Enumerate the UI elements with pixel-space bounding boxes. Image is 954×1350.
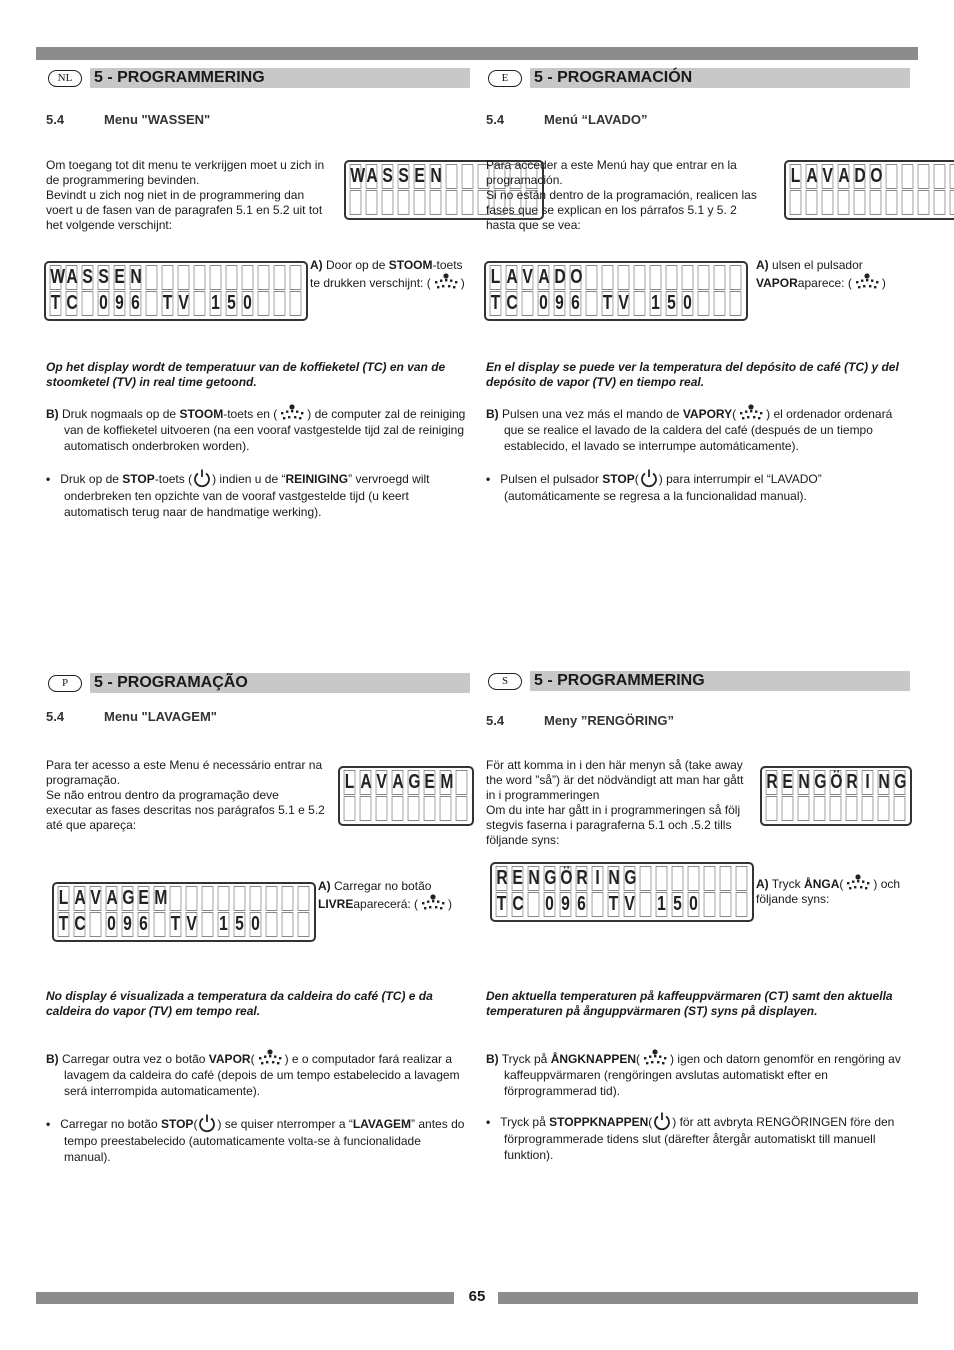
section-header <box>486 68 910 88</box>
steam-icon <box>852 273 882 291</box>
lcd-cell: V <box>178 292 189 314</box>
lcd-cell: A <box>538 266 550 288</box>
lcd-cell: T <box>608 893 619 915</box>
step-b: B) Druk nogmaals op de STOOM-toets en ( ) de computer zal de reiniging van de koffieketel uitvoeren (na een vooraf vastgestelde tijd zal de reiniging automatisch onderbroken worden). <box>46 404 470 454</box>
lcd-cell <box>894 796 906 821</box>
lcd-cell: S <box>398 165 409 187</box>
lcd-cell: 9 <box>115 292 124 314</box>
realtime-note: Den aktuella temperaturen på kaffeuppvärmaren (CT) samt den aktuella temperaturen på ånguppvärmaren (ST) syns på displayen. <box>486 989 893 1018</box>
lcd-cell: 0 <box>99 292 108 314</box>
lcd-cell <box>290 265 302 290</box>
lcd-cell: A <box>74 887 86 909</box>
lcd-cell: 5 <box>667 292 676 314</box>
lcd-cell: A <box>106 887 118 909</box>
lcd-cell: 9 <box>555 292 564 314</box>
lcd-cell: 9 <box>561 893 570 915</box>
section-title: 5 - PROGRAMMERING <box>534 672 705 689</box>
lcd-cell: V <box>624 893 635 915</box>
lcd-cell: V <box>186 913 197 935</box>
lcd-cell: O <box>870 165 883 187</box>
power-icon <box>652 1111 672 1131</box>
step-stop: • Carregar no botão STOP( ) se quiser nterromper a “LAVAGEM” antes do tempo preestabelecido (automaticamente volta-se à funcionalidade manual). <box>46 1113 470 1165</box>
section-header <box>46 68 470 88</box>
lcd-cell <box>202 886 214 911</box>
lcd-cell: O <box>570 266 583 288</box>
lcd-cell <box>462 190 474 215</box>
lcd-cell: V <box>376 771 387 793</box>
lcd-cell: E <box>424 771 435 793</box>
lcd-row <box>56 912 312 938</box>
lcd-cell: V <box>822 165 833 187</box>
lcd-cell <box>350 190 362 215</box>
note-a: A) Carregar no botão LIVREaparecerá: ( ) <box>318 879 453 911</box>
lcd-cell: G <box>544 867 557 889</box>
intro-text: För att komma in i den här menyn så (take away the word ”så”) är det nödvändigt att man har gått in i programmeringen Om du inte har gått in i programmeringen så följ stegvis faserna i paragraferna 5.1 och .5.2 tills följande syns: <box>486 758 744 847</box>
lcd-cell: T <box>50 292 61 314</box>
lcd-cell <box>226 265 238 290</box>
lcd-row <box>488 265 744 291</box>
lcd-cell: D <box>554 266 566 288</box>
lcd-cell <box>650 265 662 290</box>
lcd-cell <box>902 190 914 215</box>
lcd-cell: E <box>114 266 125 288</box>
bottom-rule-right <box>498 1292 918 1304</box>
lcd-row <box>494 892 750 918</box>
lcd-cell <box>430 190 442 215</box>
lcd-cell: G <box>814 771 827 793</box>
lcd-cell <box>886 190 898 215</box>
lcd-display <box>784 160 954 220</box>
realtime-note: En el display se puede ver la temperatura del depósito de café (TC) y del depósito de vapor (TV) en tiempo real. <box>486 360 899 389</box>
lcd-cell <box>704 866 716 891</box>
lcd-cell <box>934 164 946 189</box>
lcd-cell <box>218 886 230 911</box>
lcd-cell <box>392 796 404 821</box>
lcd-row <box>48 291 304 317</box>
lcd-cell: E <box>414 165 425 187</box>
lcd-cell <box>170 886 182 911</box>
lcd-cell <box>682 265 694 290</box>
lcd-cell: 5 <box>235 913 244 935</box>
lcd-cell <box>870 190 882 215</box>
lcd-cell <box>90 912 102 937</box>
lcd-cell <box>528 892 540 917</box>
lcd-cell: M <box>154 887 168 909</box>
power-icon <box>197 1113 217 1133</box>
lcd-cell: 5 <box>673 893 682 915</box>
lcd-cell: V <box>522 266 533 288</box>
lcd-cell: 0 <box>683 292 692 314</box>
lcd-cell: C <box>512 893 524 915</box>
lcd-cell: L <box>58 887 69 909</box>
lcd-cell <box>266 912 278 937</box>
lcd-cell: 6 <box>131 292 140 314</box>
lcd-cell: A <box>392 771 404 793</box>
lcd-display <box>760 766 912 826</box>
lcd-cell: S <box>382 165 393 187</box>
lcd-cell: N <box>130 266 142 288</box>
lcd-cell <box>634 265 646 290</box>
lcd-cell <box>522 291 534 316</box>
lcd-cell <box>902 164 914 189</box>
subsection-heading: 5.4 Meny ”RENGÖRING” <box>486 713 675 728</box>
lcd-cell: Ö <box>560 867 573 889</box>
lcd-cell <box>714 265 726 290</box>
lcd-cell <box>250 886 262 911</box>
lcd-cell <box>146 265 158 290</box>
lcd-cell: A <box>366 165 378 187</box>
lcd-cell <box>234 886 246 911</box>
steam-icon <box>431 273 461 291</box>
lcd-cell <box>414 190 426 215</box>
language-badge: E <box>488 70 522 87</box>
lcd-cell <box>360 796 372 821</box>
lcd-cell <box>146 291 158 316</box>
lcd-cell: Ö <box>830 771 843 793</box>
lcd-display <box>52 882 316 942</box>
lcd-cell <box>666 265 678 290</box>
step-b: B) Tryck på ÅNGKNAPPEN( ) igen och datorn genomför en rengöring av kaffeuppvärmaren (rengöringen avslutas automatiskt efter en förprogrammerad tid). <box>486 1049 910 1099</box>
lcd-cell: V <box>90 887 101 909</box>
lcd-cell <box>586 265 598 290</box>
lcd-cell <box>282 912 294 937</box>
lcd-cell <box>344 796 356 821</box>
lcd-cell: E <box>512 867 523 889</box>
subsection-heading: 5.4 Menú “LAVADO” <box>486 112 648 127</box>
section-header <box>486 671 910 691</box>
lcd-cell: 1 <box>219 913 228 935</box>
lcd-row <box>342 796 470 822</box>
steam-icon <box>736 404 766 422</box>
lcd-cell: 6 <box>139 913 148 935</box>
lcd-cell: S <box>98 266 109 288</box>
lcd-cell <box>274 291 286 316</box>
lcd-cell <box>298 912 310 937</box>
lcd-cell: I <box>592 866 604 891</box>
lcd-row <box>48 265 304 291</box>
lcd-cell <box>446 190 458 215</box>
lcd-cell <box>854 190 866 215</box>
lcd-cell <box>830 796 842 821</box>
lcd-row <box>494 866 750 892</box>
note-a: A) ulsen el pulsador VAPORaparece: ( ) <box>756 258 886 290</box>
lcd-cell <box>178 265 190 290</box>
lcd-cell <box>82 291 94 316</box>
lcd-cell: I <box>862 770 874 795</box>
lcd-cell <box>782 796 794 821</box>
lcd-cell: A <box>506 266 518 288</box>
step-b: B) Pulsen una vez más el mando de VAPORY( ) el ordenador ordenará que se realice el lavado de la caldera del café (después de un tiempo establecido, el lavado se interrumpe automáticamente). <box>486 404 910 454</box>
lcd-cell <box>242 265 254 290</box>
lcd-cell <box>720 892 732 917</box>
lcd-cell: 0 <box>107 913 116 935</box>
lcd-cell <box>838 190 850 215</box>
language-badge: S <box>488 673 522 690</box>
lcd-cell <box>194 265 206 290</box>
lcd-cell <box>456 796 468 821</box>
lcd-cell <box>282 886 294 911</box>
lcd-cell: R <box>766 771 778 793</box>
lcd-cell <box>154 912 166 937</box>
lcd-cell <box>822 190 834 215</box>
page-number: 65 <box>468 1288 486 1305</box>
lcd-cell <box>274 265 286 290</box>
lcd-display <box>338 766 474 826</box>
lcd-cell: T <box>490 292 501 314</box>
lcd-cell: N <box>528 867 540 889</box>
lcd-cell <box>258 291 270 316</box>
lcd-cell <box>398 190 410 215</box>
steam-icon <box>843 874 873 892</box>
lcd-cell: S <box>82 266 93 288</box>
subsection-heading: 5.4 Menu "LAVAGEM" <box>46 709 217 724</box>
lcd-cell <box>656 866 668 891</box>
intro-text: Om toegang tot dit menu te verkrijgen moet u zich in de programmering bevinden. Bevindt u zich nog niet in de programmering dan voert u de fasen van de paragrafen 5.1 en 5.2 uit tot het volgende verschijnt: <box>46 158 325 232</box>
lcd-cell: W <box>50 266 66 288</box>
lcd-cell <box>592 892 604 917</box>
lcd-cell <box>298 886 310 911</box>
lcd-cell <box>688 866 700 891</box>
lcd-cell <box>918 164 930 189</box>
lcd-cell: T <box>602 292 613 314</box>
lcd-cell: 0 <box>251 913 260 935</box>
lcd-cell <box>586 291 598 316</box>
note-a: A) Tryck ÅNGA( ) och följande syns: <box>756 874 910 907</box>
lcd-cell: 0 <box>689 893 698 915</box>
lcd-cell: L <box>790 165 801 187</box>
section-title: 5 - PROGRAMACIÓN <box>534 69 693 86</box>
lcd-row <box>56 886 312 912</box>
language-badge: P <box>48 675 82 692</box>
lcd-cell <box>266 886 278 911</box>
lcd-cell <box>186 886 198 911</box>
lcd-cell: 0 <box>539 292 548 314</box>
lcd-cell <box>376 796 388 821</box>
lcd-cell <box>886 164 898 189</box>
intro-text: Para acceder a este Menú hay que entrar en la programación. Si no están dentro de la programación, realicen las fases que se explican en los párrafos 5.1 y 5. 2 hasta que se vea: <box>486 158 757 232</box>
subsection-heading: 5.4 Menu "WASSEN" <box>46 112 211 127</box>
section-title: 5 - PROGRAMMERING <box>94 69 265 86</box>
lcd-cell: R <box>496 867 508 889</box>
intro-text: Para ter acesso a este Menu é necessário entrar na programação. Se não entrou dentro da programação deve executar as fases descritas nos parágrafos 5.1 e 5.2 até que apareça: <box>46 758 325 832</box>
lcd-cell: 6 <box>577 893 586 915</box>
lcd-cell: A <box>838 165 850 187</box>
lcd-cell <box>366 190 378 215</box>
lcd-cell <box>194 291 206 316</box>
lcd-cell <box>640 866 652 891</box>
lcd-cell <box>210 265 222 290</box>
lcd-cell: C <box>506 292 518 314</box>
lcd-cell: 0 <box>243 292 252 314</box>
lcd-cell <box>950 164 954 189</box>
lcd-cell: 0 <box>545 893 554 915</box>
lcd-display <box>484 261 748 321</box>
lcd-cell: 1 <box>651 292 660 314</box>
lcd-cell: E <box>138 887 149 909</box>
lcd-cell <box>950 190 954 215</box>
lcd-cell <box>618 265 630 290</box>
lcd-cell: 5 <box>227 292 236 314</box>
lcd-cell: G <box>408 771 421 793</box>
lcd-row <box>788 164 954 190</box>
lcd-cell <box>258 265 270 290</box>
lcd-cell <box>806 190 818 215</box>
lcd-cell <box>720 866 732 891</box>
lcd-cell: L <box>344 771 355 793</box>
lcd-row <box>342 770 470 796</box>
lcd-cell <box>408 796 420 821</box>
lcd-cell: N <box>878 771 890 793</box>
lcd-cell: G <box>894 771 907 793</box>
lcd-display <box>490 862 754 922</box>
lcd-cell <box>766 796 778 821</box>
lcd-cell <box>162 265 174 290</box>
lcd-cell: N <box>798 771 810 793</box>
lcd-cell: T <box>162 292 173 314</box>
lcd-display <box>44 261 308 321</box>
lcd-cell <box>798 796 810 821</box>
power-icon <box>192 468 212 488</box>
lcd-row <box>788 190 954 216</box>
lcd-row <box>764 770 908 796</box>
note-a: A) Door op de STOOM-toets te drukken verschijnt: ( ) <box>310 258 465 290</box>
language-badge: NL <box>48 70 82 87</box>
steam-icon <box>277 404 307 422</box>
realtime-note: Op het display wordt de temperatuur van de koffieketel (TC) en van de stoomketel (TV) in real time getoond. <box>46 360 446 389</box>
lcd-cell: T <box>58 913 69 935</box>
lcd-cell <box>934 190 946 215</box>
lcd-cell <box>462 164 474 189</box>
lcd-cell: 9 <box>123 913 132 935</box>
lcd-cell <box>736 866 748 891</box>
steam-icon <box>418 894 448 912</box>
lcd-cell: T <box>496 893 507 915</box>
lcd-cell <box>878 796 890 821</box>
lcd-cell: N <box>430 165 442 187</box>
lcd-cell <box>440 796 452 821</box>
lcd-cell <box>456 770 468 795</box>
bottom-rule-left <box>36 1292 454 1304</box>
step-stop: • Druk op de STOP-toets ( ) indien u de “REINIGING” vervroegd wilt onderbreken ten opzichte van de vooraf vastgestelde tijd (u keert automatisch terug naar de handmatige werking). <box>46 468 470 520</box>
section-title: 5 - PROGRAMAÇÃO <box>94 674 248 691</box>
lcd-cell <box>730 265 742 290</box>
lcd-cell: 1 <box>211 292 220 314</box>
top-rule <box>36 47 918 60</box>
lcd-row <box>488 291 744 317</box>
lcd-cell: D <box>854 165 866 187</box>
lcd-cell: C <box>66 292 78 314</box>
lcd-cell: V <box>618 292 629 314</box>
lcd-cell <box>424 796 436 821</box>
lcd-cell <box>736 892 748 917</box>
lcd-cell: A <box>360 771 372 793</box>
lcd-cell <box>862 796 874 821</box>
lcd-cell: N <box>608 867 620 889</box>
lcd-cell: L <box>490 266 501 288</box>
lcd-cell <box>698 265 710 290</box>
lcd-cell <box>846 796 858 821</box>
lcd-cell <box>730 291 742 316</box>
lcd-cell <box>790 190 802 215</box>
lcd-cell: R <box>846 771 858 793</box>
lcd-cell: M <box>440 771 454 793</box>
lcd-cell <box>634 291 646 316</box>
lcd-cell: G <box>624 867 637 889</box>
lcd-cell: E <box>782 771 793 793</box>
lcd-cell <box>382 190 394 215</box>
lcd-cell: A <box>806 165 818 187</box>
step-stop: • Tryck på STOPPKNAPPEN( ) för att avbryta RENGÖRINGEN före den förprogrammerade tidens slut (därefter återgår automatiskt till manuell funktion). <box>486 1111 910 1163</box>
lcd-cell: C <box>74 913 86 935</box>
lcd-cell <box>698 291 710 316</box>
lcd-cell <box>714 291 726 316</box>
lcd-cell: 1 <box>657 893 666 915</box>
steam-icon <box>255 1049 285 1067</box>
lcd-cell: G <box>122 887 135 909</box>
lcd-cell <box>672 866 684 891</box>
lcd-cell <box>640 892 652 917</box>
lcd-cell: W <box>350 165 366 187</box>
lcd-cell: R <box>576 867 588 889</box>
lcd-cell <box>602 265 614 290</box>
lcd-cell: 6 <box>571 292 580 314</box>
lcd-cell: A <box>66 266 78 288</box>
lcd-cell <box>814 796 826 821</box>
step-b: B) Carregar outra vez o botão VAPOR( ) e o computador fará realizar a lavagem da caldeira do café (depois de um tempo estabelecido a lavagem será interrompida automaticamente). <box>46 1049 470 1099</box>
lcd-cell <box>704 892 716 917</box>
lcd-cell <box>918 190 930 215</box>
lcd-row <box>764 796 908 822</box>
steam-icon <box>640 1049 670 1067</box>
lcd-cell <box>290 291 302 316</box>
realtime-note: No display é visualizada a temperatura da caldeira do café (TC) e da caldeira do vapor (TV) em tempo real. <box>46 989 433 1018</box>
section-header <box>46 673 470 693</box>
lcd-cell: T <box>170 913 181 935</box>
lcd-cell <box>446 164 458 189</box>
step-stop: • Pulsen el pulsador STOP( ) para interrumpir el “LAVADO” (automáticamente se regresa a la funcionalidad manual). <box>486 468 910 504</box>
power-icon <box>639 468 659 488</box>
lcd-cell <box>202 912 214 937</box>
